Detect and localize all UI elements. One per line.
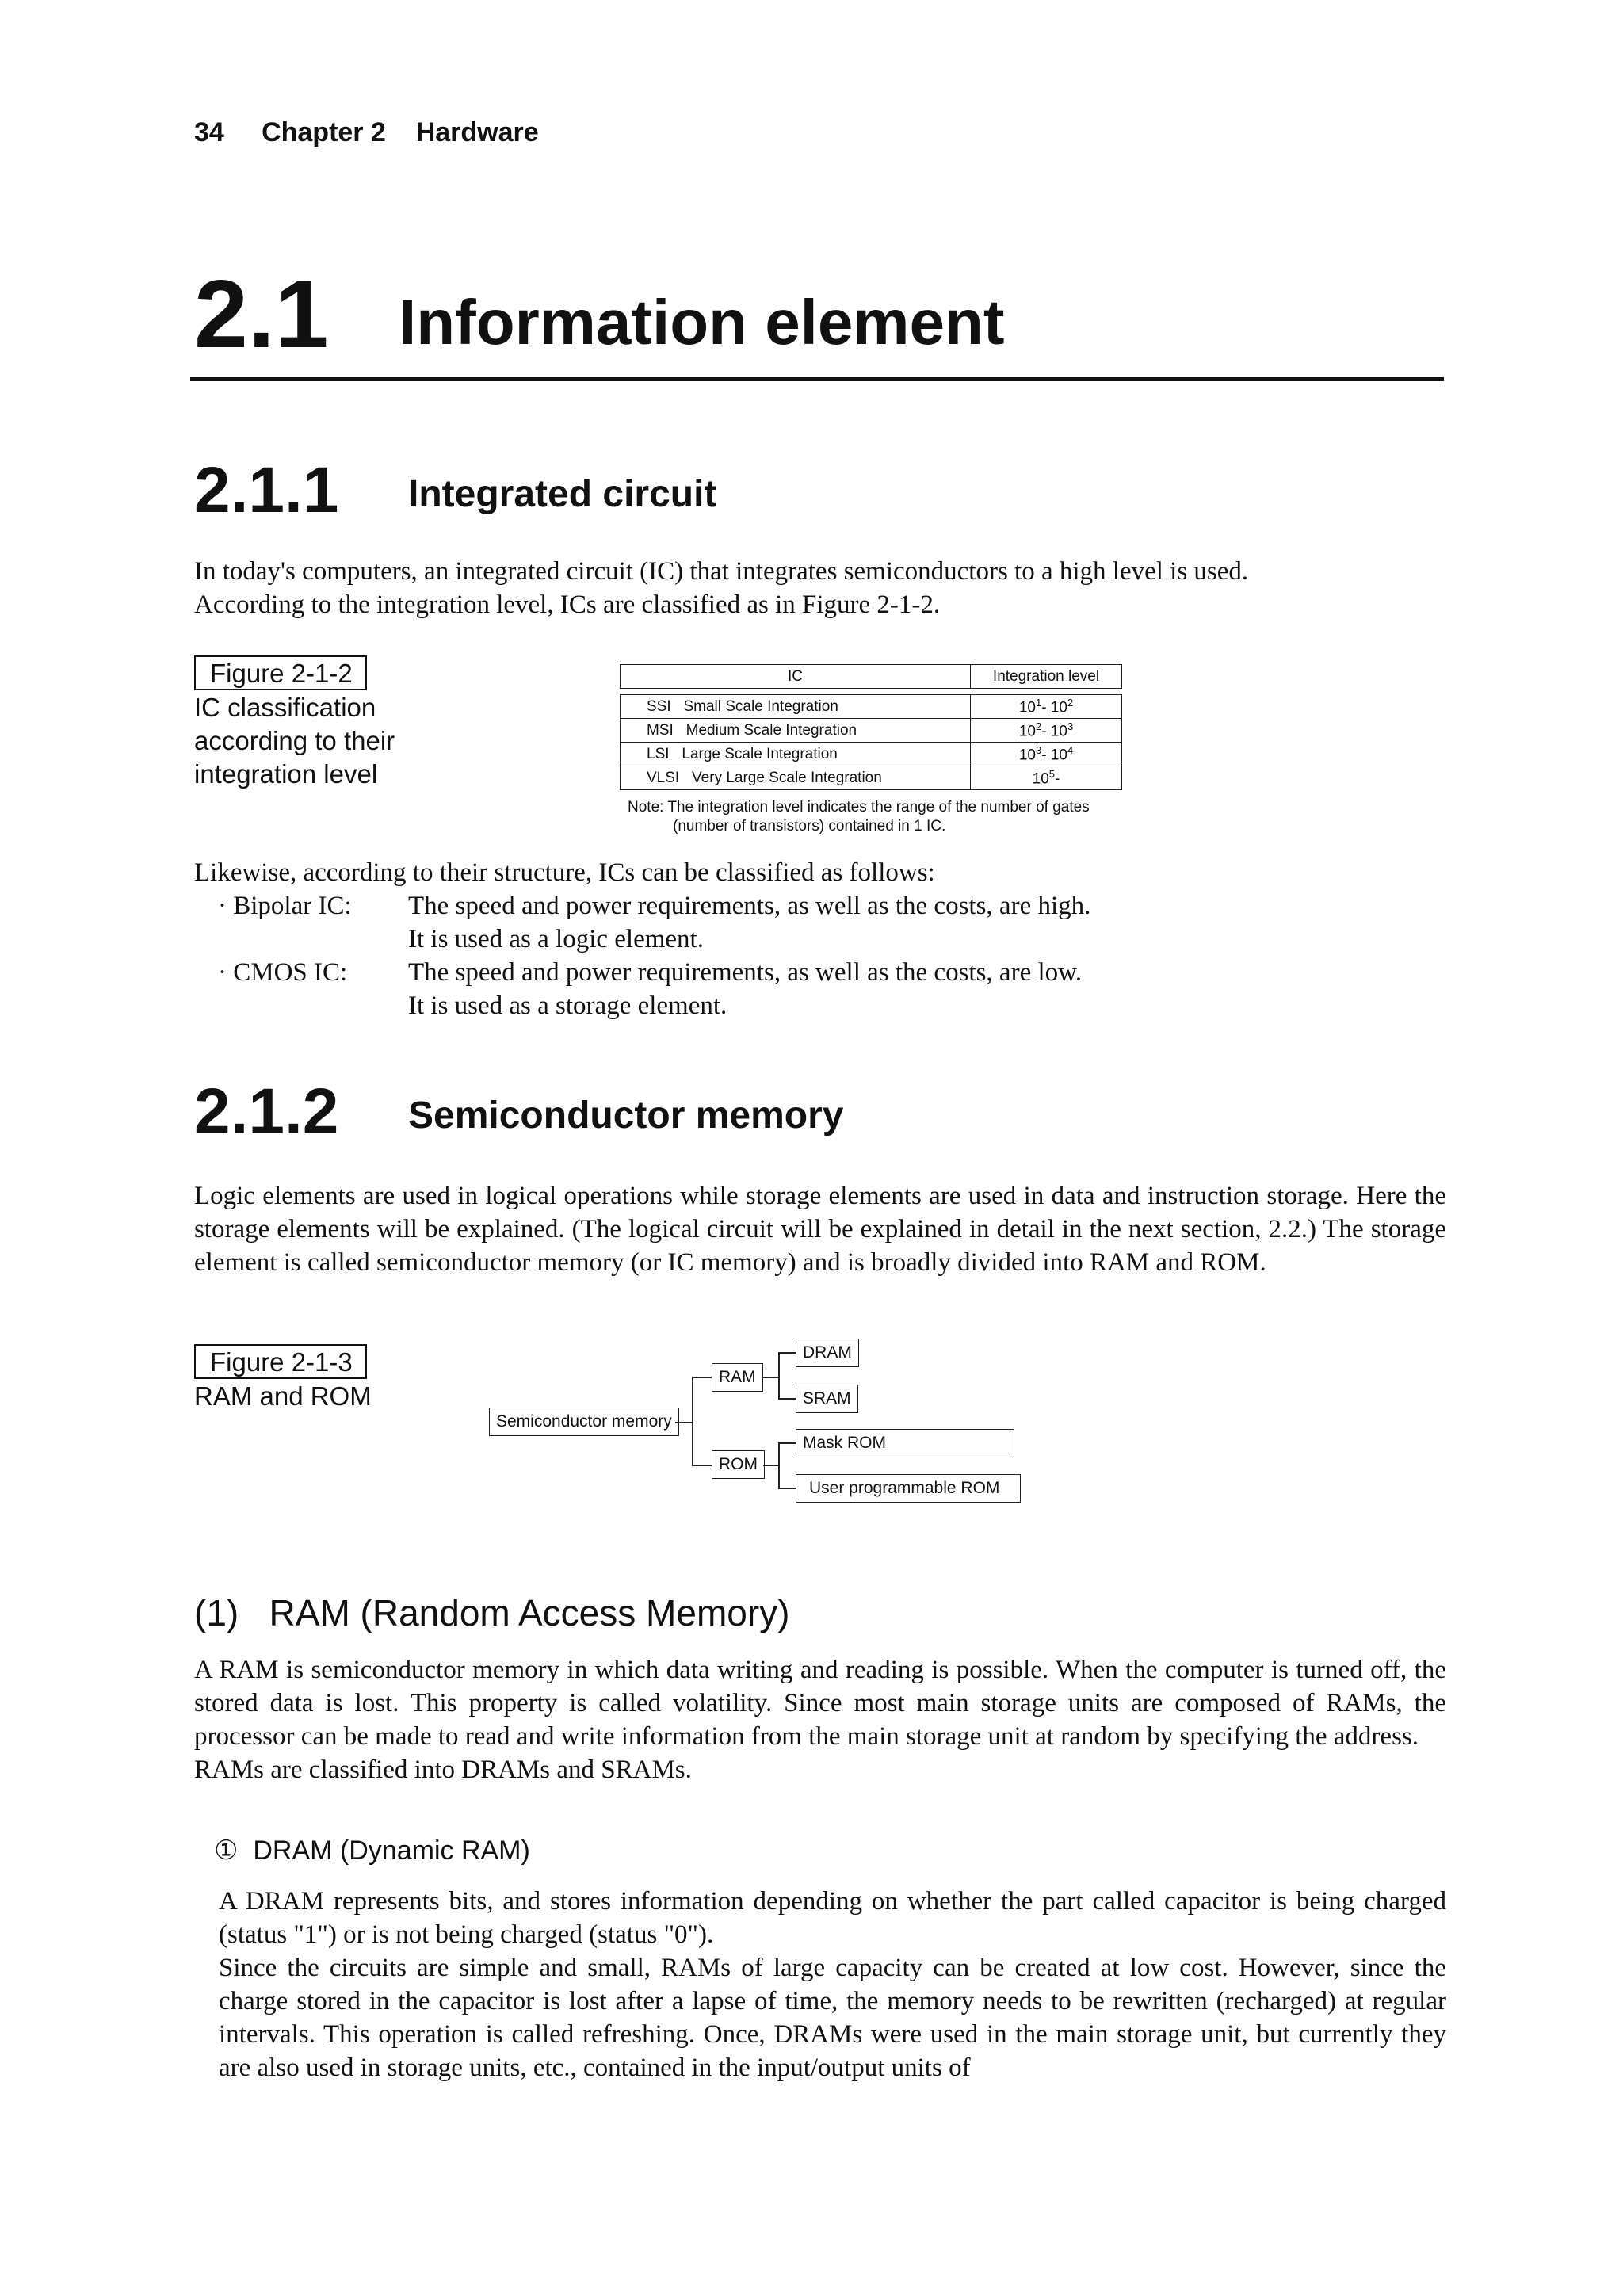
ic-abbr: MSI: [647, 721, 674, 739]
node-ram: RAM: [712, 1363, 763, 1392]
ic-intro-line: In today's computers, an integrated circuit (IC) that integrates semiconductors to a high level is used.: [194, 557, 1249, 586]
figure-2-1-2-caption: [194, 691, 395, 791]
ic-name: Large Scale Integration: [682, 745, 838, 762]
caption-line: IC classification: [194, 693, 376, 722]
bipolar-line2: It is used as a logic element.: [408, 925, 704, 953]
ram-paragraph: [194, 1653, 1446, 1786]
connector: [778, 1398, 796, 1400]
section-title: Information element: [399, 287, 1005, 357]
connector: [692, 1377, 693, 1465]
running-header: [194, 117, 539, 148]
dram-paragraph: Since the circuits are simple and small, RAMs of large capacity can be created at low cost. However, since the charge stored in the capacitor is lost after a lapse of time, the memory needs to be rewritten (recharged) at regular intervals. This operation is called refreshing. Once, DRAMs were used in the main storage unit, but currently they are also used in storage units, etc., contained in the input/output units of: [219, 1954, 1446, 2082]
node-mask-rom: Mask ROM: [796, 1429, 1014, 1457]
chapter-label: Chapter 2: [262, 117, 386, 147]
table-row: SSI Small Scale Integration $10^1-$ $10^2$: [621, 695, 1122, 719]
dram-heading: ① DRAM (Dynamic RAM): [214, 1836, 530, 1866]
dram-paragraph: A DRAM represents bits, and stores information depending on whether the part called capacitor is being charged (status "1") or is not being charged (status "0").: [219, 1887, 1446, 1949]
table-header-ic: IC: [621, 665, 971, 689]
bipolar-label: · Bipolar IC:: [218, 892, 352, 920]
note-line: Note: The integration level indicates the range of the number of gates: [628, 799, 1090, 816]
table-row: MSI Medium Scale Integration $10^2-$ $10^3$: [621, 719, 1122, 743]
node-sram: SRAM: [796, 1385, 858, 1413]
connector: [763, 1377, 779, 1378]
ic-intro-line: According to the integration level, ICs are classified as in Figure 2-1-2.: [194, 590, 941, 619]
connector: [763, 1465, 779, 1466]
table-row: LSI Large Scale Integration $10^3-$ $10^4$: [621, 743, 1122, 766]
chapter-title: Hardware: [415, 117, 539, 147]
ic-classification-table: [620, 664, 1122, 836]
connector: [675, 1422, 693, 1423]
figure-2-1-3-label: Figure 2-1-3: [194, 1344, 367, 1379]
subsection-2-1-1-heading: [194, 454, 1442, 529]
ram-paragraph-text: A RAM is semiconductor memory in which data writing and reading is possible. When the computer is turned off, the stored data is lost. This property is called volatility. Since most main storage units are composed of RAMs, the processor can be made to read and write information from the main storage unit at random by specifying the address.: [194, 1656, 1446, 1751]
subsection-number: 2.1.2: [194, 1075, 339, 1148]
page-number: 34: [194, 117, 224, 147]
section-number: 2.1: [194, 260, 329, 368]
subsection-number: 2.1.1: [194, 454, 339, 526]
subsection-2-1-2-heading: [194, 1075, 1442, 1151]
node-semiconductor-memory: Semiconductor memory: [489, 1408, 679, 1436]
ram-paragraph-line2: RAMs are classified into DRAMs and SRAMs.: [194, 1755, 692, 1784]
connector: [692, 1465, 712, 1466]
figure-2-1-3-caption: RAM and ROM: [194, 1381, 372, 1411]
node-rom: ROM: [712, 1450, 765, 1479]
ic-intro-paragraph: [194, 555, 1446, 621]
connector: [778, 1488, 796, 1489]
connector: [778, 1442, 780, 1488]
node-user-programmable-rom: User programmable ROM: [796, 1474, 1021, 1503]
table-header-row: [621, 665, 1122, 689]
connector: [778, 1352, 780, 1399]
caption-line: according to their: [194, 726, 395, 755]
table-header-integration: Integration level: [971, 665, 1122, 689]
structure-intro: Likewise, according to their structure, ICs can be classified as follows:: [194, 858, 935, 887]
ic-name: Medium Scale Integration: [685, 721, 857, 739]
node-dram: DRAM: [796, 1339, 859, 1367]
cmos-line2: It is used as a storage element.: [408, 991, 727, 1020]
table-note: [628, 798, 1122, 836]
connector: [778, 1352, 796, 1354]
bipolar-line1: The speed and power requirements, as well as the costs, are high.: [408, 892, 1091, 920]
caption-line: integration level: [194, 759, 378, 789]
cmos-line1: The speed and power requirements, as well as the costs, are low.: [408, 958, 1083, 987]
ic-abbr: SSI: [647, 697, 671, 715]
figure-2-1-2-label: Figure 2-1-2: [194, 655, 367, 690]
ram-heading: (1) RAM (Random Access Memory): [194, 1592, 790, 1633]
ic-name: Small Scale Integration: [683, 697, 838, 715]
cmos-label: · CMOS IC:: [218, 958, 348, 987]
note-line: (number of transistors) contained in 1 IC.: [673, 818, 946, 835]
dram-paragraphs: [219, 1885, 1446, 2084]
table-row: VLSI Very Large Scale Integration $10^5-$: [621, 766, 1122, 790]
connector: [778, 1442, 796, 1444]
ic-abbr: VLSI: [647, 769, 680, 786]
subsection-title: Integrated circuit: [408, 473, 717, 515]
semiconductor-memory-paragraph: Logic elements are used in logical operations while storage elements are used in data and instruction storage. Here the storage elements will be explained. (The logical circuit will be explained in detail in the next section, 2.2.) The storage element is called semiconductor memory (or IC memory) and is broadly divided into RAM and ROM.: [194, 1182, 1446, 1277]
subsection-title: Semiconductor memory: [408, 1095, 844, 1137]
connector: [692, 1377, 712, 1378]
ic-name: Very Large Scale Integration: [692, 769, 882, 786]
ic-abbr: LSI: [647, 745, 670, 762]
section-rule: [190, 377, 1444, 381]
